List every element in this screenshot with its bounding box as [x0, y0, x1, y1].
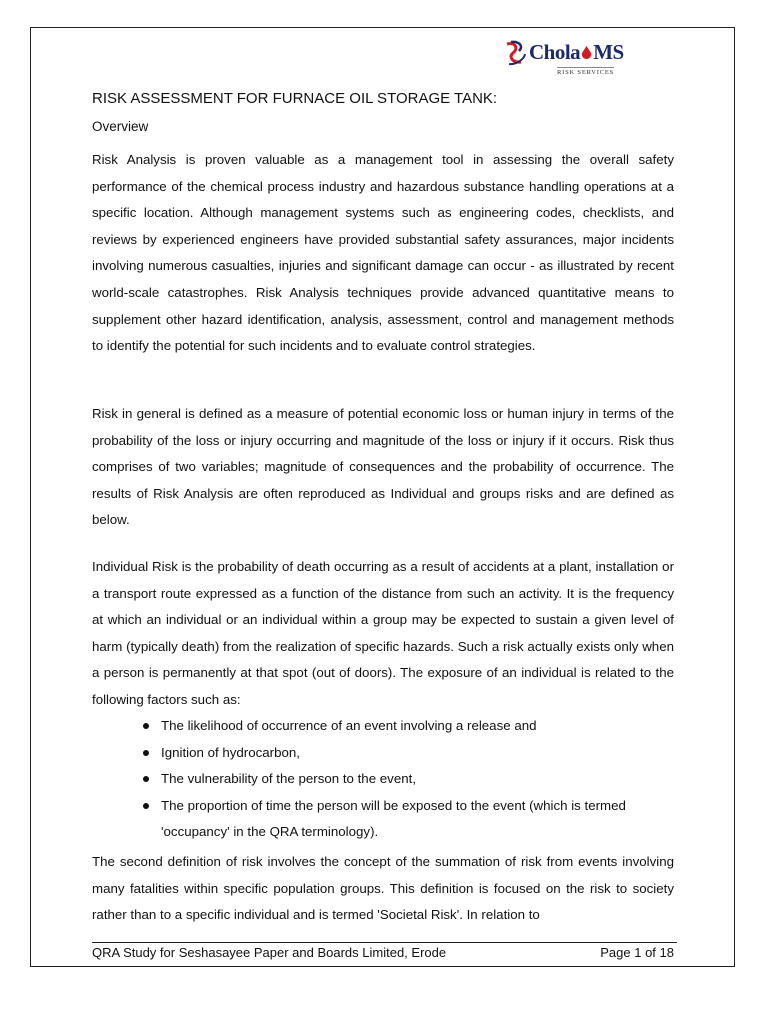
- logo-name-part2: MS: [593, 40, 624, 64]
- exposure-factors-list: [92, 713, 674, 846]
- footer-divider: [92, 942, 677, 943]
- bullet-icon: [143, 750, 149, 756]
- list-item-text: The vulnerability of the person to the event,: [161, 771, 417, 787]
- bullet-icon: [143, 776, 149, 782]
- logo-subtitle: RISK SERVICES: [557, 69, 615, 76]
- list-item-text: The likelihood of occurrence of an event involving a release and: [161, 718, 537, 733]
- logo-drop-icon: [581, 46, 592, 60]
- list-item: [92, 740, 674, 767]
- list-item: [92, 766, 674, 793]
- paragraph-risk-definition: Risk in general is defined as a measure of potential economic loss or human injury in terms of the probability of the loss or injury occurring and magnitude of the loss or injury if it occurs. Risk thus comprises of two variables; magnitude of consequences and the probability of occurrence. The results of Risk Analysis are often reproduced as Individual and groups risks and are defined as below.: [92, 406, 674, 528]
- paragraph-risk-analysis: Risk Analysis is proven valuable as a management tool in assessing the overall safety performance of the chemical process industry and hazardous substance handling operations at a specific location. Although management systems such as engineering codes, checklists, and reviews by experienced engineers have provided substantial safety assurances, major incidents involving numerous casualties, injuries and significant damage can occur - as illustrated by recent world-scale catastrophes. Risk Analysis techniques provide advanced quantitative means to supplement other hazard identification, analysis, assessment, control and management methods to identify the potential for such incidents and to evaluate control strategies.: [92, 152, 674, 354]
- list-item-text: The proportion of time the person will be exposed to the event (which is termed 'occupancy' in the QRA terminology).: [161, 797, 626, 840]
- logo-swirl-icon: [505, 40, 527, 66]
- paragraph-individual-risk: Individual Risk is the probability of death occurring as a result of accidents at a plant, installation or a transport route expressed as a function of the distance from such an activity. It is the frequency at which an individual or an individual within a group may be expected to sustain a given level of harm (typically death) from the realization of specific hazards. Such a risk actually exists only when a person is permanently at that spot (out of doors). The exposure of an individual is related to the following factors such as:: [92, 559, 674, 707]
- document-title: RISK ASSESSMENT FOR FURNACE OIL STORAGE TANK:: [92, 90, 498, 107]
- footer-page-number: Page 1 of 18: [600, 945, 674, 960]
- list-item: [92, 713, 674, 740]
- section-heading-overview: Overview: [92, 119, 149, 134]
- bullet-icon: [143, 723, 149, 729]
- chola-ms-logo: [505, 38, 624, 82]
- paragraph-societal-risk: The second definition of risk involves the concept of the summation of risk from events involving many fatalities within specific population groups. This definition is focused on the risk to society rather than to a specific individual and is termed 'Societal Risk'. In relation to: [92, 854, 674, 923]
- logo-name-part1: Chola: [529, 40, 581, 64]
- list-item-text: Ignition of hydrocarbon,: [161, 744, 300, 760]
- bullet-icon: [143, 803, 149, 809]
- list-item: [92, 793, 674, 846]
- logo-wordmark: [529, 40, 624, 65]
- footer-study-title: QRA Study for Seshasayee Paper and Boards Limited, Erode: [92, 945, 447, 960]
